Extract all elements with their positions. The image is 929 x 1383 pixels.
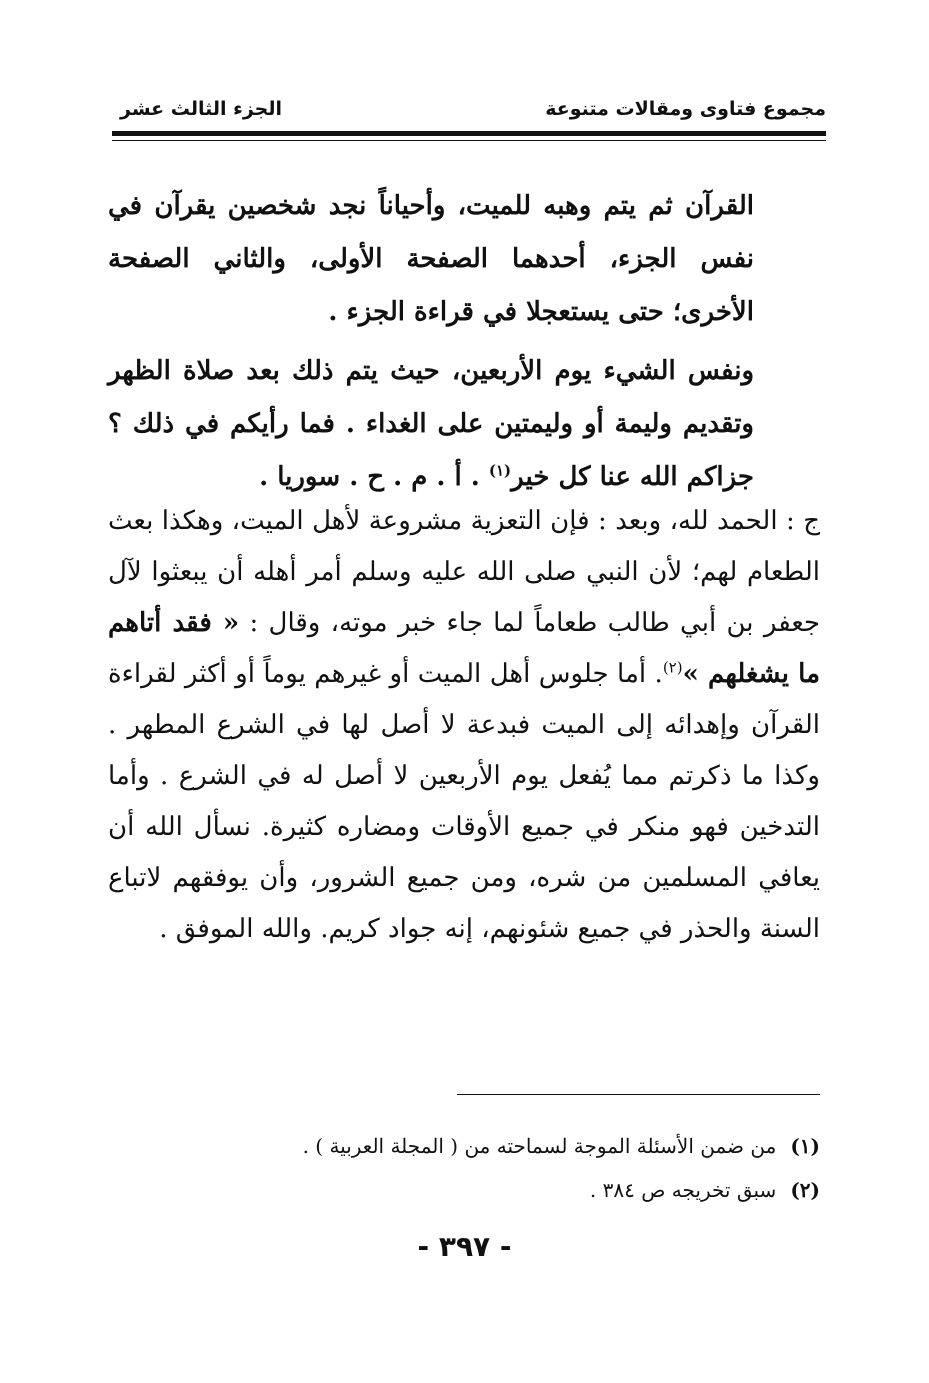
question-paragraph: القرآن ثم يتم وهبه للميت، وأحياناً نجد شخصين يقرآن في نفس الجزء، أحدهما الصفحة الأولى، والثاني الصفحة الأخرى؛ حتى يستعجلا في قراءة الجزء . — [108, 191, 754, 327]
footnote-item — [200, 1124, 820, 1168]
answer-text-segment: ج : الحمد لله، وبعد : فإن التعزية مشروعة لأهل الميت، وهكذا بعث الطعام لهم؛ لأن النبي صلى الله عليه وسلم أمر أهله أن يبعثوا لآل جعفر بن أبي طالب طعاماً لما جاء خبر موته، وقال : — [108, 506, 820, 638]
footnote-text: سبق تخريجه ص ٣٨٤ . — [589, 1178, 777, 1202]
page-number: - ٣٩٧ - — [417, 1230, 512, 1263]
question-signature: . أ . م . ح . سوريا . — [259, 462, 489, 492]
header-rule — [112, 131, 826, 136]
footnote-ref[interactable]: (٢) — [662, 658, 683, 677]
page-header — [112, 98, 826, 132]
answer-paragraph — [108, 496, 820, 955]
answer-text — [108, 496, 820, 955]
volume-label: الجزء الثالث عشر — [120, 98, 283, 120]
footnote-number: (١) — [790, 1134, 820, 1158]
footnote-item — [200, 1168, 820, 1212]
footnote-ref[interactable]: (١) — [488, 461, 512, 480]
footnotes — [200, 1124, 820, 1212]
hadith-quote: « فقد أتاهم ما يشغلهم » — [108, 608, 820, 689]
question-text — [108, 180, 754, 510]
book-title: مجموع فتاوى ومقالات متنوعة — [545, 98, 826, 120]
footnote-divider — [457, 1094, 820, 1095]
question-text-segment: ونفس الشيء يوم الأربعين، حيث يتم ذلك بعد صلاة الظهر وتقديم وليمة أو وليمتين على الغداء . فما رأيكم في ذلك ؟ جزاكم الله عنا كل خير — [108, 356, 754, 492]
footnote-number: (٢) — [790, 1178, 820, 1202]
question-paragraph — [108, 345, 754, 504]
answer-text-segment: . أما جلوس أهل الميت أو غيرهم يوماً أو أكثر لقراءة القرآن وإهدائه إلى الميت فبدعة لا أصل لها في الشرع المطهر . وكذا ما ذكرتم مما يُفعل يوم الأربعين لا أصل له في الشرع . وأما التدخين فهو منكر في جميع الأوقات ومضاره كثيرة. نسأل الله أن يعافي المسلمين من شره، ومن جميع الشرور، وأن يوفقهم لاتباع السنة والحذر في جميع شئونهم، إنه جواد كريم. والله الموفق . — [108, 659, 820, 944]
footnote-text: من ضمن الأسئلة الموجة لسماحته من ( المجلة العربية ) . — [302, 1134, 777, 1158]
header-rule-thin — [112, 140, 826, 141]
